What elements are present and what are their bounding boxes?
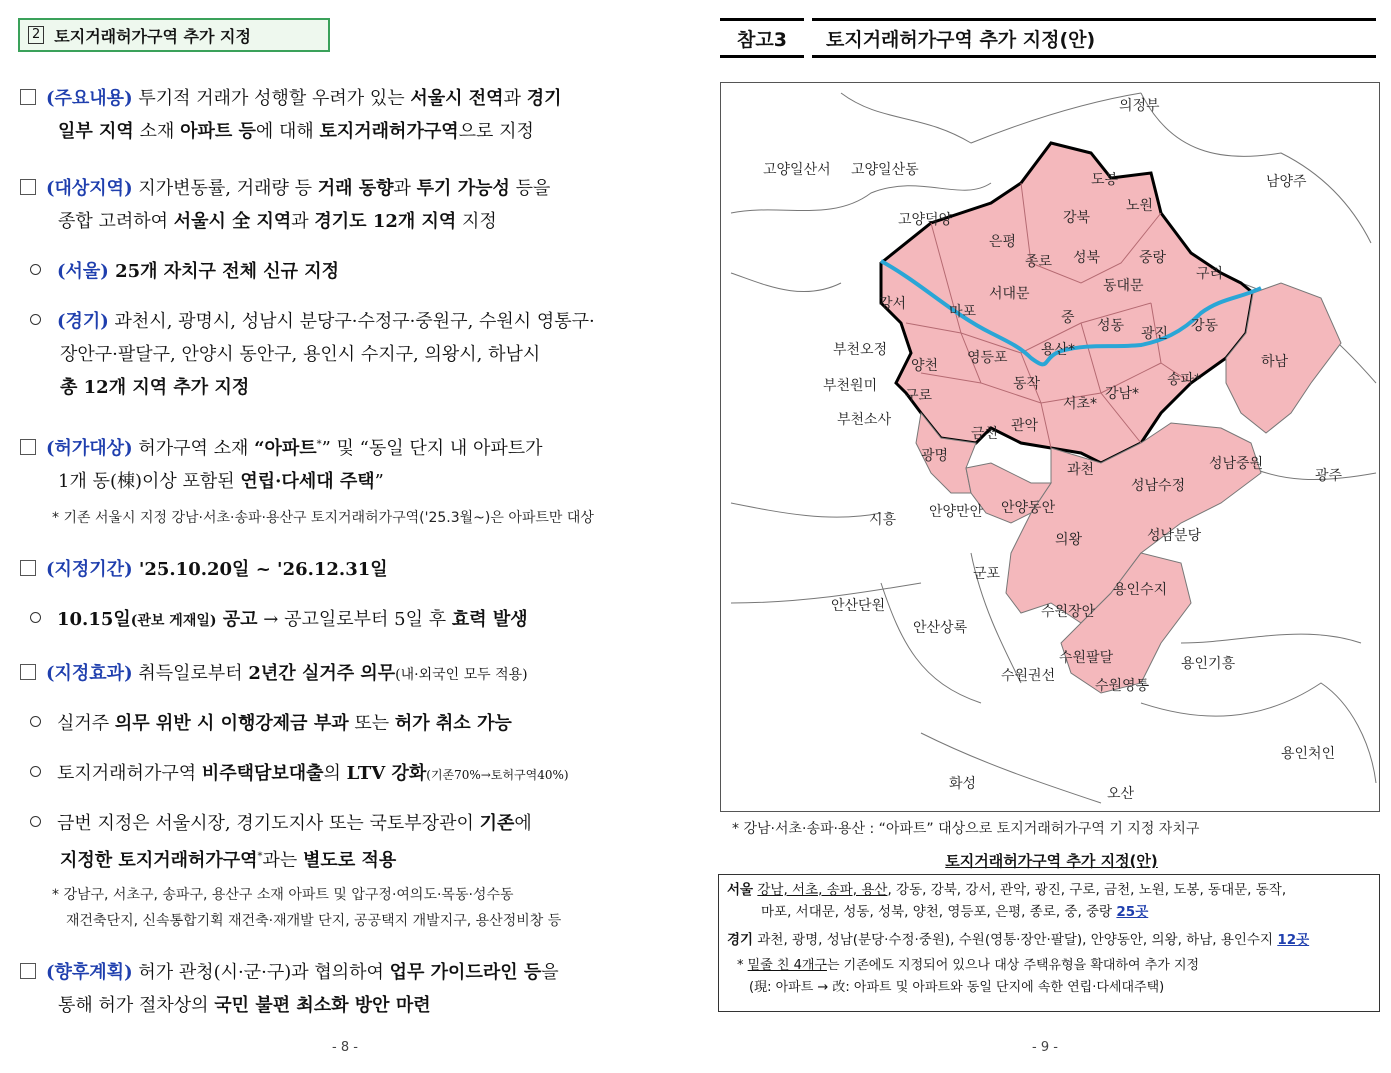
checkbox-icon [20,664,36,680]
bullet-circle-icon [30,264,41,275]
text-span: 등을 [509,178,551,199]
text-span: 연립·다세대 주택 [240,471,375,492]
map-label: 화성 [949,776,977,792]
map-label: 광명 [921,448,949,464]
text-span: 강남, 서초, 송파, 용산 [757,882,888,898]
map-label: 강서 [879,296,907,312]
map-label: 양천 [911,358,939,374]
map-label: 수원권선 [1001,668,1056,684]
text-span: 에 대해 [255,121,320,142]
text-span: * 강남구, 서초구, 송파구, 용산구 소재 아파트 및 압구정·여의도·목동·성수동 [52,887,514,903]
map-label: 용인처인 [1281,746,1336,762]
text-span: 기존 [479,813,515,834]
map-label: 종로 [1025,254,1053,270]
text-span: 지가변동률, 거래량 등 [132,178,318,199]
map-label: 송파* [1167,372,1202,388]
map-label: 강동 [1191,318,1219,334]
text-span: 지정한 토지거래허가구역 [60,850,258,871]
map-label: 부천오정 [833,342,888,358]
text-span: 비주택담보대출 [201,763,324,784]
map-label: 성북 [1073,250,1101,266]
text-span: 는 기존에도 지정되어 있으나 대상 주택유형을 확대하여 추가 지정 [826,958,1200,973]
text-span: (주요내용) [46,88,133,109]
note-existing-list [52,882,692,934]
text-span: 의무 위반 시 이행강제금 부과 [114,713,349,734]
reference-title: 토지거래허가구역 추가 지정(안) [812,18,1376,58]
text-span: 총 12개 지역 추가 지정 [60,377,250,398]
map-label: 광진 [1141,326,1169,342]
text-span: → 공고일로부터 5일 후 [257,609,452,630]
text-span: 취득일로부터 [132,663,249,684]
text-span: 을 [541,962,559,983]
map-label: 용인기흥 [1181,656,1236,672]
map-label: 금천 [971,426,999,442]
text-span: 업무 가이드라인 등 [389,962,542,983]
map-label: 의왕 [1055,532,1083,548]
text-span: 토지거래허가구역 [57,763,202,784]
map-label: 남양주 [1266,174,1307,190]
section-number: 2 [28,26,44,44]
map-label: 서초* [1063,396,1098,412]
sub-ltv [30,757,690,792]
section-title: 토지거래허가구역 추가 지정 [54,26,251,46]
text-span: 과천시, 광명시, 성남시 분당구·수정구·중원구, 수원시 영통구· [108,311,595,332]
map-label: 용산* [1041,342,1076,358]
checkbox-icon [20,439,36,455]
text-span: * [257,851,263,862]
map-label: 강남* [1105,386,1140,402]
table-note [727,955,1371,977]
map-label: 시흥 [869,512,897,528]
text-span: 경기도 12개 지역 [314,211,457,232]
map-label: 마포 [949,304,977,320]
text-span: 일부 지역 [58,121,134,142]
para-future-plan [20,956,690,1022]
map-label: 구리 [1196,266,1224,282]
section-title-box [18,18,330,52]
map-label: 중랑 [1139,250,1167,266]
map-label: 동대문 [1103,278,1144,294]
map-label: 수원영통 [1095,678,1150,694]
text-span: (지정기간) [46,559,133,580]
text-span: 효력 발생 [451,609,528,630]
sub-seoul [30,255,690,288]
text-span: 허가 관청(시·군·구)과 협의하여 [132,962,390,983]
bullet-circle-icon [30,766,41,777]
text-span: (기존70%→토허구역40%) [426,768,569,782]
text-span: 서울시 全 지역 [173,211,292,232]
text-span: 통해 허가 절차상의 [58,995,215,1016]
map-label: 성남분당 [1147,528,1202,544]
text-span: 과 [393,178,417,199]
checkbox-icon [20,89,36,105]
map-label: 고양일산동 [851,162,919,178]
reference-tag: 참고3 [720,18,804,58]
para-permit-target [20,428,690,498]
bullet-circle-icon [30,816,41,827]
text-span: * [737,958,748,973]
text-span: '25.10.20일 ~ '26.12.31일 [132,559,388,580]
text-span: 25곳 [1116,904,1149,920]
text-span: 서울시 전역 [410,88,504,109]
map-label: 안양동안 [1001,500,1056,516]
text-span: 경기 [526,88,562,109]
text-span: 10.15일 [57,609,131,630]
map-label: 고양일산서 [763,162,831,178]
page-number-right: - 9 - [1032,1040,1058,1055]
text-span: 밑줄 친 4개구 [747,958,827,973]
text-span: 재건축단지, 신속통합기획 재건축·재개발 단지, 공공택지 개발지구, 용산정비창 등 [66,913,562,929]
text-span: 허가 취소 가능 [394,713,512,734]
text-span: 국민 불편 최소화 방안 마련 [214,995,431,1016]
text-span: 1개 동(棟)이상 포함된 [58,471,241,492]
map-label: 중 [1061,310,1075,326]
text-span: 금번 지정은 서울시장, 경기도지사 또는 국토부장관이 [57,813,480,834]
map-label: 안산단원 [831,598,886,614]
para-effect [20,657,690,692]
text-span: LTV 강화 [346,763,427,784]
map-label: 은평 [989,234,1017,250]
designation-map [720,82,1380,812]
map-label: 과천 [1067,462,1095,478]
text-span: 과는 [262,850,304,871]
map-label: 부천원미 [823,378,878,394]
map-label: 안양만안 [929,504,984,520]
text-span: (허가대상) [46,438,133,459]
text-span: “아파트 [254,438,317,459]
map-label: 수원팔달 [1059,650,1114,666]
text-span: (향후계획) [46,962,133,983]
map-label: 노원 [1126,198,1154,214]
bullet-circle-icon [30,716,41,727]
map-label: 강북 [1063,210,1091,226]
map-graphic [721,83,1380,812]
right-page [712,0,1391,1073]
text-span: (경기) [57,311,109,332]
text-span: 마포, 서대문, 성동, 성북, 양천, 영등포, 은평, 종로, 중, 중랑 [761,904,1117,920]
map-label: 부천소사 [837,412,892,428]
text-span: 토지거래허가구역 추가 지정(안) [945,852,1158,870]
text-span: 투기 가능성 [416,178,510,199]
map-label: 관악 [1011,418,1039,434]
designation-table [718,874,1380,1012]
checkbox-icon [20,963,36,979]
text-span: 별도로 적용 [303,850,397,871]
text-span: ” [374,471,384,492]
map-label: 의정부 [1119,98,1160,114]
seoul-row [727,879,1371,901]
bullet-circle-icon [30,612,41,623]
sub-residence-duty [30,707,690,740]
map-label: 용인수지 [1113,582,1168,598]
map-label: 고양덕양 [898,212,953,228]
text-span: 지정 [456,211,497,232]
text-span: (내·외국인 모두 적용) [395,667,528,683]
page-number-left: - 8 - [332,1040,358,1055]
map-label: 광주 [1315,468,1343,484]
text-span: 실거주 [57,713,115,734]
text-span: 종합 고려하여 [58,211,174,232]
map-label: 하남 [1261,354,1289,370]
text-span: 아파트 등 [180,121,256,142]
para-main-content [20,82,690,148]
text-span: 소재 [133,121,181,142]
bullet-circle-icon [30,314,41,325]
map-label: 안산상록 [913,620,968,636]
gyeonggi-row [727,929,1371,951]
map-label: 오산 [1107,786,1135,802]
map-label: 성남중원 [1209,456,1264,472]
checkbox-icon [20,179,36,195]
note-existing-zone: * 기존 서울시 지정 강남·서초·송파·용산구 토지거래허가구역('25.3월~)은 아파트만 대상 [52,510,594,526]
text-span: 12곳 [1277,932,1310,948]
text-span: 과천, 광명, 성남(분당·수정·중원), 수원(영통·장안·팔달), 안양동안, 의왕, 하남, 용인수지 [753,932,1278,948]
text-span: 의 [323,763,347,784]
text-span: 또는 [348,713,395,734]
text-span: 공고 [216,609,258,630]
text-span: 장안구·팔달구, 안양시 동안구, 용인시 수지구, 의왕시, 하남시 [60,344,541,365]
seoul-area [881,143,1253,463]
text-span: 과 [291,211,315,232]
text-span: 투기적 거래가 성행할 우려가 있는 [132,88,411,109]
text-span: 서울 [727,882,754,898]
map-label: 군포 [973,566,1001,582]
text-span: * [316,439,322,450]
map-label: 도봉 [1091,172,1119,188]
map-label: 구로 [905,388,933,404]
map-label: 영등포 [967,350,1008,366]
text-span: (대상지역) [46,178,133,199]
text-span: 에 [514,813,532,834]
para-target-area [20,172,690,238]
map-label: 성남수정 [1131,478,1186,494]
text-span: (서울) [57,261,109,282]
text-span: (관보 게재일) [130,613,217,629]
map-label: 수원장안 [1041,604,1096,620]
table-title [712,850,1391,871]
text-span: 2년간 실거주 의무 [248,663,396,684]
text-span: 토지거래허가구역 [319,121,459,142]
sub-separate-application [30,807,690,877]
para-period [20,553,690,586]
text-span: 경기 [727,932,754,948]
text-span: (지정효과) [46,663,133,684]
map-label: 동작 [1013,376,1041,392]
map-footnote: * 강남·서초·송파·용산 : “아파트” 대상으로 토지거래허가구역 기 지정 자치구 [732,821,1200,837]
text-span: , 강동, 강북, 강서, 관악, 광진, 구로, 금천, 노원, 도봉, 동대문, 동작, [887,882,1287,898]
text-span: 허가구역 소재 [132,438,255,459]
sub-announcement [30,603,690,638]
text-span: 거래 동향 [317,178,394,199]
checkbox-icon [20,560,36,576]
text-span: ” 및 “동일 단지 내 아파트가 [321,438,543,459]
sub-gyeonggi [30,305,690,404]
text-span: 25개 자치구 전체 신규 지정 [108,261,340,282]
text-span: (現: 아파트 → 改: 아파트 및 아파트와 동일 단지에 속한 연립·다세대주택) [749,980,1165,995]
text-span: 으로 지정 [458,121,534,142]
map-label: 성동 [1097,318,1125,334]
text-span: 과 [503,88,527,109]
map-label: 서대문 [989,286,1030,302]
